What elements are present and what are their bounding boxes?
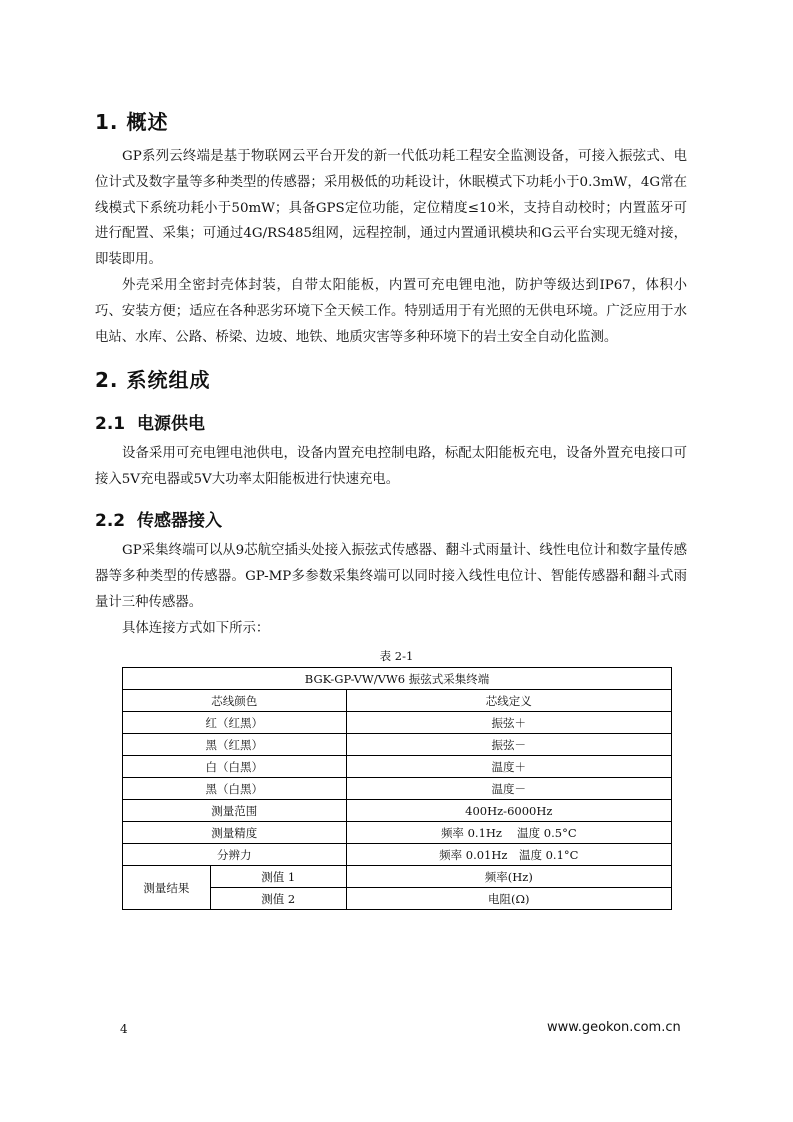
section-2-2-title: 传感器接入 [137,511,222,531]
section-2-1-heading [95,409,205,434]
section-1-heading: 1. 概述 [95,110,169,134]
section-2-2-paragraph-2: 具体连接方式如下所示： [122,621,270,636]
table-row [123,712,672,734]
column-header-color: 芯线颜色 [123,690,347,712]
table-cell-value: 频率 0.1Hz 温度 0.5°C [346,822,671,844]
table-title: BGK-GP-VW/VW6 振弦式采集终端 [123,668,672,690]
table-cell-label: 测值 1 [210,866,346,888]
table-cell-value: 温度－ [346,778,671,800]
table-row [123,734,672,756]
table-title-row [123,668,672,690]
table-row [123,756,672,778]
table-cell-value: 频率(Hz) [346,866,671,888]
table-cell-label: 黑（红黑） [123,734,347,756]
table-cell-value: 振弦－ [346,734,671,756]
wiring-table [122,667,672,910]
table-cell-label: 白（白黑） [123,756,347,778]
section-2-2-paragraph-1: GP采集终端可以从9芯航空插头处接入振弦式传感器、翻斗式雨量计、线性电位计和数字量传感器等多种类型的传感器。GP-MP多参数采集终端可以同时接入线性电位计、智能传感器和翻斗式雨量计三种传感器。 [95,543,687,610]
table-cell-value: 温度＋ [346,756,671,778]
table-cell-label: 测量精度 [123,822,347,844]
table-cell-label: 红（红黑） [123,712,347,734]
table-row [123,778,672,800]
table-cell-value: 电阻(Ω) [346,888,671,910]
table-row [123,800,672,822]
section-1-paragraph-2: 外壳采用全密封壳体封装，自带太阳能板，内置可充电锂电池，防护等级达到IP67，体积小巧、安装方便；适应在各种恶劣环境下全天候工作。特别适用于有光照的无供电环境。广泛应用于水电站、水库、公路、桥梁、边坡、地铁、地质灾害等多种环境下的岩土安全自动化监测。 [95,278,687,345]
table-cell-value: 频率 0.01Hz 温度 0.1°C [346,844,671,866]
table-cell-label: 测量范围 [123,800,347,822]
table-row [123,844,672,866]
table-row [123,822,672,844]
table-cell-label: 分辨力 [123,844,347,866]
section-1-paragraph-1: GP系列云终端是基于物联网云平台开发的新一代低功耗工程安全监测设备，可接入振弦式、电位计式及数字量等多种类型的传感器；采用极低的功耗设计，休眠模式下功耗小于0.3mW，4G常在线模式下系统功耗小于50mW；具备GPS定位功能，定位精度≤10米，支持自动校时；内置蓝牙可进行配置、采集；可通过4G/RS485组网，远程控制，通过内置通讯模块和G云平台实现无缝对接，即装即用。 [95,149,687,268]
column-header-definition: 芯线定义 [346,690,671,712]
table-cell-label: 黑（白黑） [123,778,347,800]
section-2-2-heading [95,506,222,531]
website-url: www.geokon.com.cn [547,1020,681,1035]
section-2-2-number: 2.2 [95,511,126,531]
measurement-result-label: 测量结果 [123,866,211,910]
section-2-1-paragraph: 设备采用可充电锂电池供电，设备内置充电控制电路，标配太阳能板充电，设备外置充电接口可接入5V充电器或5V大功率太阳能板进行快速充电。 [95,446,687,487]
table-row [123,866,672,888]
section-2-heading: 2. 系统组成 [95,368,211,392]
table-caption: 表 2-1 [379,649,414,663]
section-2-1-title: 电源供电 [137,414,205,434]
section-2-1-number: 2.1 [95,414,126,434]
table-cell-value: 400Hz-6000Hz [346,800,671,822]
table-header-row [123,690,672,712]
page-number: 4 [120,1022,128,1036]
table-cell-value: 振弦＋ [346,712,671,734]
table-cell-label: 测值 2 [210,888,346,910]
